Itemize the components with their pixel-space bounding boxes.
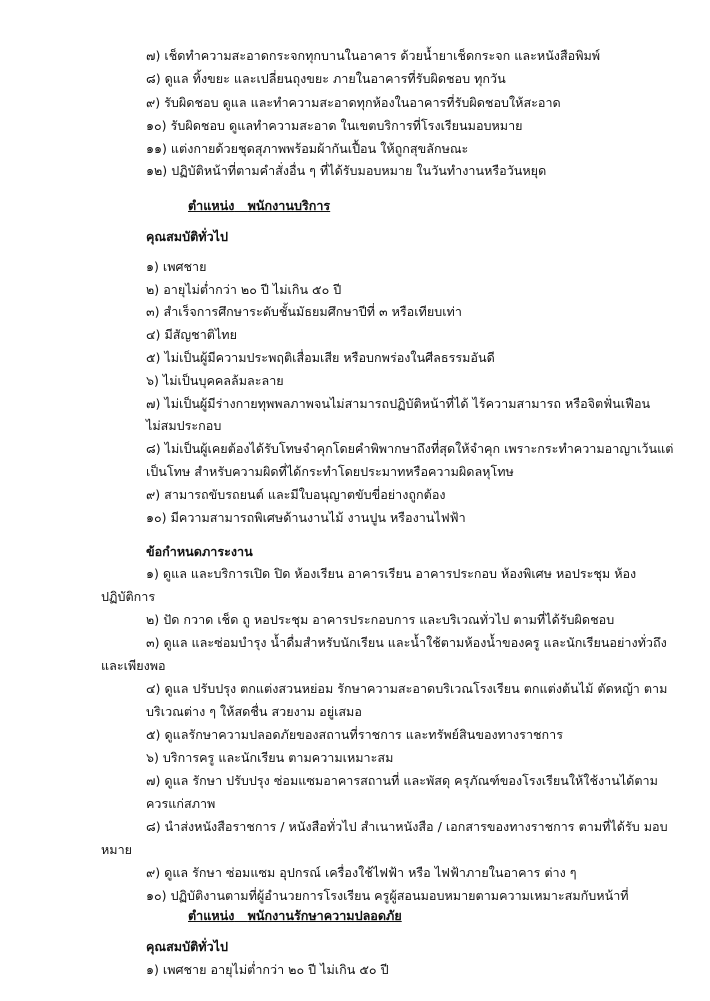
position-name: พนักงานบริการ [247, 198, 331, 213]
position-label: ตำแหน่ง [188, 908, 235, 923]
duty-item: หมาย [101, 842, 133, 857]
qualification-item: ๑๐) มีความสามารถพิเศษด้านงานไม้ งานปูน หรืองานไฟฟ้า [146, 510, 466, 525]
qualification-item: ๒) อายุไม่ต่ำกว่า ๒๐ ปี ไม่เกิน ๕๐ ปี [146, 282, 342, 297]
duty-item: ๔) ดูแล ปรับปรุง ตกแต่งสวนหย่อม รักษาความสะอาดบริเวณโรงเรียน ตกแต่งต้นไม้ ตัดหญ้า ตาม [146, 681, 668, 696]
duty-item: ๑๑) แต่งกายด้วยชุดสุภาพพร้อมผ้ากันเปื้อน ให้ถูกสุขลักษณะ [146, 141, 469, 156]
qualification-item: เป็นโทษ สำหรับความผิดที่ได้กระทำโดยประมาทหรือความผิดลหุโทษ [146, 464, 514, 479]
duty-item: ๑) ดูแล และบริการเปิด ปิด ห้องเรียน อาคารเรียน อาคารประกอบ ห้องพิเศษ หอประชุม ห้อง [146, 566, 637, 581]
position-name: พนักงานรักษาความปลอดภัย [247, 908, 402, 923]
qualification-item: ๗) ไม่เป็นผู้มีร่างกายทุพพลภาพจนไม่สามารถปฏิบัติหน้าที่ได้ ไร้ความสามารถ หรือจิตฟั่นเฟือน [146, 396, 651, 411]
duty-item: ๘) ดูแล ทิ้งขยะ และเปลี่ยนถุงขยะ ภายในอาคารที่รับผิดชอบ ทุกวัน [146, 71, 506, 86]
duty-item: ๙) รับผิดชอบ ดูแล และทำความสะอาดทุกห้องในอาคารที่รับผิดชอบให้สะอาด [146, 95, 561, 110]
qualification-item: ๘) ไม่เป็นผู้เคยต้องได้รับโทษจำคุกโดยคำพิพากษาถึงที่สุดให้จำคุก เพราะกระทำความอาญาเว้นแต่ [146, 441, 674, 456]
qualifications-heading: คุณสมบัติทั่วไป [146, 229, 228, 244]
position-heading [188, 196, 330, 216]
duty-item: ๑๒) ปฏิบัติหน้าที่ตามคำสั่งอื่น ๆ ที่ได้รับมอบหมาย ในวันทำงานหรือวันหยุด [146, 163, 547, 178]
qualification-item: ๑) เพศชาย [146, 259, 207, 274]
duty-item: ๒) ปัด กวาด เช็ด ถู หอประชุม อาคารประกอบการ และบริเวณทั่วไป ตามที่ได้รับผิดชอบ [146, 612, 615, 627]
duty-item: ๑๐) รับผิดชอบ ดูแลทำความสะอาด ในเขตบริการที่โรงเรียนมอบหมาย [146, 118, 523, 133]
qualification-item: ๔) มีสัญชาติไทย [146, 327, 237, 342]
qualification-item: ๙) สามารถขับรถยนต์ และมีใบอนุญาตขับขี่อย่างถูกต้อง [146, 487, 446, 502]
qualification-item: ไม่สมประกอบ [146, 418, 222, 433]
duty-item: ๘) นำส่งหนังสือราชการ / หนังสือทั่วไป สำเนาหนังสือ / เอกสารของทางราชการ ตามที่ได้รับ มอบ [146, 819, 668, 834]
duty-item: ๓) ดูแล และซ่อมบำรุง น้ำดื่มสำหรับนักเรียน และน้ำใช้ตามห้องน้ำของครู และนักเรียนอย่างทั่วถึง [146, 635, 667, 650]
duty-item: ๖) บริการครู และนักเรียน ตามความเหมาะสม [146, 750, 394, 765]
duty-item: ๙) ดูแล รักษา ซ่อมแซม อุปกรณ์ เครื่องใช้ไฟฟ้า หรือ ไฟฟ้าภายในอาคาร ต่าง ๆ [146, 865, 577, 880]
duty-item: ๗) เช็ดทำความสะอาดกระจกทุกบานในอาคาร ด้วยน้ำยาเช็ดกระจก และหนังสือพิมพ์ [146, 48, 601, 63]
duty-item: และเพียงพอ [101, 658, 166, 673]
duties-heading: ข้อกำหนดภาระงาน [146, 544, 253, 559]
duty-item: ๗) ดูแล รักษา ปรับปรุง ซ่อมแซมอาคารสถานที่ และพัสดุ ครุภัณฑ์ของโรงเรียนให้ใช้งานได้ตาม [146, 773, 658, 788]
qualifications-heading: คุณสมบัติทั่วไป [146, 939, 228, 954]
duty-item: ปฏิบัติการ [101, 589, 156, 604]
qualification-item: ๑) เพศชาย อายุไม่ต่ำกว่า ๒๐ ปี ไม่เกิน ๕๐ ปี [146, 962, 389, 977]
duty-item: ควรแก่สภาพ [146, 796, 216, 811]
position-heading [188, 906, 402, 926]
duty-item: ๑๐) ปฏิบัติงานตามที่ผู้อำนวยการโรงเรียน ครูผู้สอนมอบหมายตามความเหมาะสมกับหน้าที่ [146, 888, 629, 903]
qualification-item: ๓) สำเร็จการศึกษาระดับชั้นมัธยมศึกษาปีที่ ๓ หรือเทียบเท่า [146, 304, 462, 319]
duty-item: บริเวณต่าง ๆ ให้สดชื่น สวยงาม อยู่เสมอ [146, 704, 362, 719]
position-label: ตำแหน่ง [188, 198, 235, 213]
qualification-item: ๖) ไม่เป็นบุคคลล้มละลาย [146, 373, 284, 388]
qualification-item: ๕) ไม่เป็นผู้มีความประพฤติเสื่อมเสีย หรือบกพร่องในศีลธรรมอันดี [146, 350, 495, 365]
duty-item: ๕) ดูแลรักษาความปลอดภัยของสถานที่ราชการ และทรัพย์สินของทางราชการ [146, 727, 564, 742]
